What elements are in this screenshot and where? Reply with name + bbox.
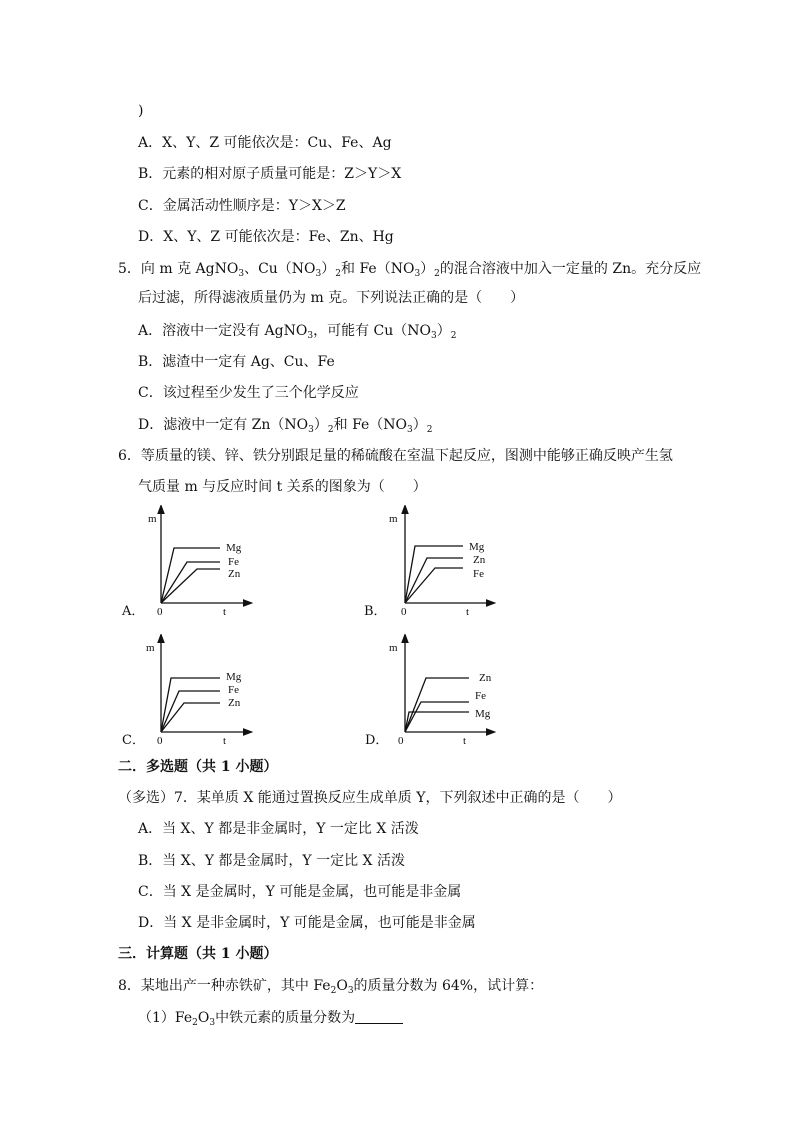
graph-c-x-label: t bbox=[223, 735, 227, 747]
graph-c-series-3: Zn bbox=[228, 697, 241, 709]
graph-b-line-mg bbox=[405, 546, 463, 603]
graph-a-y-label: m bbox=[148, 513, 157, 525]
q7-stem: （多选）7．某单质 X 能通过置换反应生成单质 Y，下列叙述中正确的是（ ） bbox=[118, 790, 622, 806]
q4-option-d: D．X、Y、Z 可能依次是：Fe、Zn、Hg bbox=[138, 229, 394, 245]
q8-part1: $(1)Fe_2O_3$中铁元素的质量分数为 bbox=[138, 1008, 403, 1033]
q7-option-a: A．当 X、Y 都是非金属时，Y 一定比 X 活泼 bbox=[138, 821, 419, 837]
q4-option-a: A．X、Y、Z 可能依次是：Cu、Fe、Ag bbox=[138, 135, 392, 151]
graph-d-line-zn bbox=[405, 678, 469, 732]
graph-d-series-3: Mg bbox=[475, 708, 491, 720]
graph-a-origin: 0 bbox=[157, 606, 163, 618]
graph-c-series-2: Fe bbox=[228, 684, 239, 696]
graph-d-series-1: Zn bbox=[479, 672, 492, 684]
q7-option-b: B．当 X、Y 都是金属时，Y 一定比 X 活泼 bbox=[138, 853, 405, 869]
graph-b-svg bbox=[383, 505, 613, 615]
q8-stem: 8．某地出产一种赤铁矿，其中 $Fe_2O_3$的质量分数为 64%，试计算： bbox=[118, 978, 544, 996]
graph-d-series-2: Fe bbox=[475, 690, 486, 702]
q5-option-a: A．溶液中一定没有 AgNO$_3$，可能有 $Cu(NO_3)_2$ bbox=[138, 323, 457, 341]
graph-c bbox=[140, 634, 370, 747]
answer-blank bbox=[355, 1009, 403, 1024]
section-heading-calculation: 三．计算题（共 1 小题） bbox=[118, 946, 278, 962]
graph-a-option-label: A． bbox=[122, 604, 145, 619]
graph-a-svg bbox=[140, 505, 370, 615]
q6-stem-line1: 6．等质量的镁、锌、铁分别跟足量的稀硫酸在室温下起反应，图测中能够正确反映产生氢 bbox=[118, 448, 673, 464]
graph-b-origin: 0 bbox=[401, 606, 407, 618]
q4-option-c: C．金属活动性顺序是：Y＞X＞Z bbox=[138, 198, 346, 214]
graph-b-series-1: Mg bbox=[469, 541, 485, 553]
graph-c-line-mg bbox=[161, 678, 220, 732]
q5-option-d: D．滤液中一定有 $Zn(NO_3)_2$和 $Fe(NO_3)_2$ bbox=[138, 417, 433, 435]
graph-b bbox=[383, 505, 613, 618]
graph-b-line-zn bbox=[405, 558, 463, 603]
graph-a bbox=[140, 505, 370, 618]
graph-c-origin: 0 bbox=[157, 735, 163, 747]
graph-c-y-label: m bbox=[146, 642, 155, 654]
q6-stem-line2: 气质量 m 与反应时间 t 关系的图象为（ ） bbox=[138, 479, 427, 495]
q5-option-c: C．该过程至少发生了三个化学反应 bbox=[138, 385, 359, 401]
q4-option-b: B．元素的相对原子质量可能是：Z＞Y＞X bbox=[138, 166, 402, 182]
graph-c-series-1: Mg bbox=[226, 671, 242, 683]
q5-option-b: B．滤渣中一定有 Ag、Cu、Fe bbox=[138, 354, 335, 370]
graph-b-series-3: Fe bbox=[473, 568, 484, 580]
graph-a-series-2: Fe bbox=[228, 556, 239, 568]
q7-option-c: C．当 X 是金属时，Y 可能是金属，也可能是非金属 bbox=[138, 884, 462, 900]
graph-c-line-zn bbox=[161, 703, 220, 732]
graph-d-svg bbox=[383, 634, 613, 744]
q5-stem-line2: 后过滤，所得滤液质量仍为 m 克。下列说法正确的是（ ） bbox=[138, 290, 525, 306]
graph-d-option-label: D． bbox=[365, 733, 389, 748]
q4-closing-paren: ) bbox=[138, 103, 144, 119]
graph-d-y-label: m bbox=[389, 642, 398, 654]
section-heading-multi-choice: 二．多选题（共 1 小题） bbox=[118, 759, 278, 775]
graph-d bbox=[383, 634, 613, 747]
q5-stem-line1: 5．向 m 克 AgNO$_3$、$Cu(NO_3)_2$和 $Fe(NO_3)_2$的混合溶液中加入一定量的 Zn。充分反应 bbox=[118, 261, 702, 279]
graph-a-line-zn bbox=[161, 569, 220, 603]
graph-a-x-label: t bbox=[223, 606, 227, 618]
graph-d-origin: 0 bbox=[398, 735, 404, 747]
graph-d-x-label: t bbox=[463, 735, 467, 747]
graph-b-x-label: t bbox=[466, 606, 470, 618]
graph-c-option-label: C． bbox=[122, 733, 145, 748]
graph-a-series-1: Mg bbox=[226, 542, 242, 554]
graph-b-y-label: m bbox=[389, 513, 398, 525]
q7-option-d: D．当 X 是非金属时，Y 可能是金属，也可能是非金属 bbox=[138, 915, 476, 931]
graph-c-line-fe bbox=[161, 691, 220, 732]
graph-b-series-2: Zn bbox=[473, 554, 486, 566]
graph-a-series-3: Zn bbox=[228, 568, 241, 580]
graph-c-svg bbox=[140, 634, 370, 744]
graph-b-option-label: B． bbox=[364, 604, 387, 619]
